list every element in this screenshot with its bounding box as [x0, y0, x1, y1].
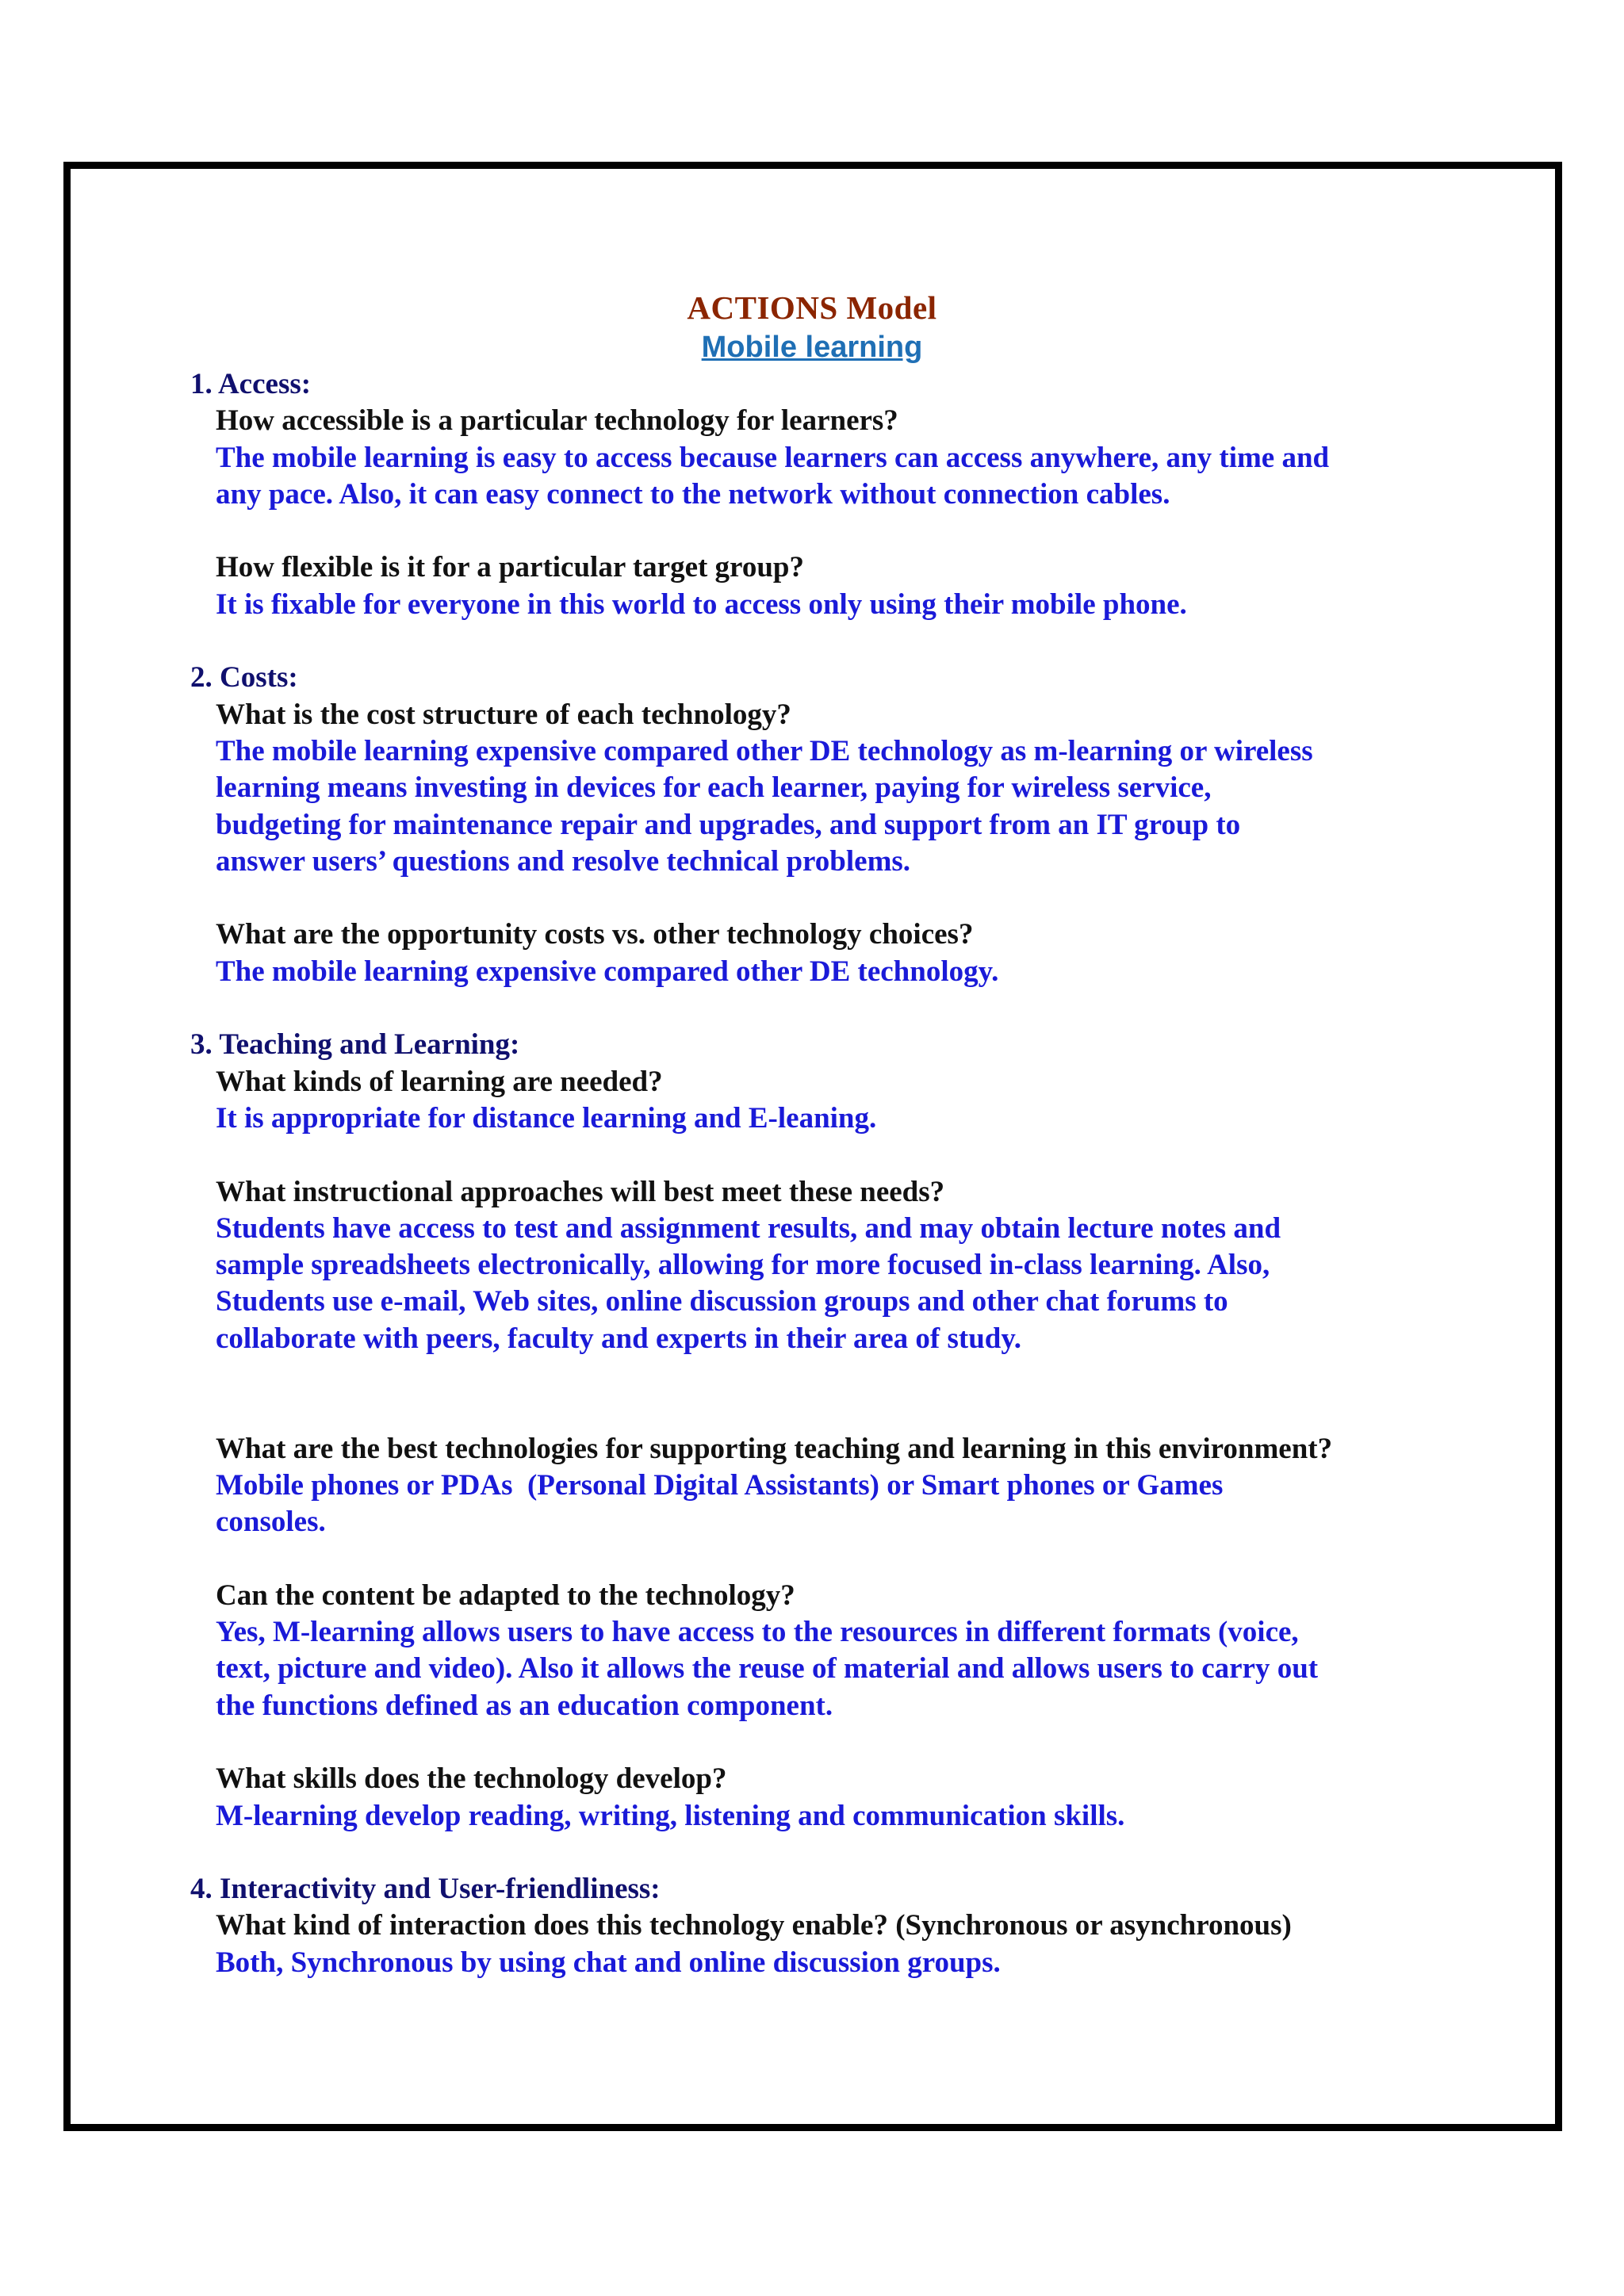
section-heading-costs: 2. Costs:: [190, 661, 298, 695]
answer-line: the functions defined as an education component.: [216, 1689, 833, 1722]
answer-line: learning means investing in devices for each learner, paying for wireless service,: [216, 771, 1212, 805]
answer-line: It is fixable for everyone in this world to access only using their mobile phone.: [216, 587, 1187, 621]
answer-line: M-learning develop reading, writing, listening and communication skills.: [216, 1799, 1125, 1832]
answer-line: Both, Synchronous by using chat and online discussion groups.: [216, 1946, 1001, 1979]
spacer: [190, 513, 1459, 549]
question-line: What are the opportunity costs vs. other technology choices?: [216, 918, 974, 951]
answer-line: Students use e-mail, Web sites, online discussion groups and other chat forums to: [216, 1285, 1228, 1318]
answer-line: text, picture and video). Also it allows the reuse of material and allows users to carry out: [216, 1652, 1319, 1686]
question-line: How accessible is a particular technology for learners?: [216, 404, 898, 438]
answer-line: any pace. Also, it can easy connect to the network without connection cables.: [216, 477, 1170, 511]
answer-line: Yes, M-learning allows users to have access to the resources in different formats (voice,: [216, 1616, 1299, 1649]
question-line: What skills does the technology develop?: [216, 1762, 727, 1796]
answer-line: It is appropriate for distance learning and E-leaning.: [216, 1101, 877, 1135]
spacer: [190, 880, 1459, 916]
question-line: What instructional approaches will best meet these needs?: [216, 1175, 945, 1208]
answer-line: answer users’ questions and resolve technical problems.: [216, 844, 911, 878]
spacer: [190, 1541, 1459, 1578]
document-subtitle: Mobile learning: [701, 331, 923, 364]
section-heading-teaching: 3. Teaching and Learning:: [190, 1028, 520, 1062]
spacer: [190, 1357, 1459, 1394]
question-line: What is the cost structure of each technology?: [216, 698, 791, 731]
section-heading-interactivity: 4. Interactivity and User-friendliness:: [190, 1873, 661, 1906]
question-line: What kind of interaction does this technology enable? (Synchronous or asynchronous): [216, 1909, 1292, 1942]
spacer: [190, 623, 1459, 660]
document-body: [190, 366, 1459, 1981]
spacer: [190, 1724, 1459, 1761]
spacer: [190, 990, 1459, 1027]
question-line: Can the content be adapted to the technology?: [216, 1578, 795, 1612]
answer-line: consoles.: [216, 1506, 326, 1539]
question-line: How flexible is it for a particular target group?: [216, 551, 804, 584]
answer-line: Mobile phones or PDAs (Personal Digital Assistants) or Smart phones or Games: [216, 1468, 1224, 1502]
spacer: [190, 1835, 1459, 1871]
answer-line: The mobile learning expensive compared other DE technology as m-learning or wireless: [216, 734, 1313, 767]
answer-line: The mobile learning expensive compared other DE technology.: [216, 955, 999, 988]
answer-line: Students have access to test and assignment results, and may obtain lecture notes and: [216, 1211, 1281, 1245]
spacer: [190, 1394, 1459, 1430]
answer-line: sample spreadsheets electronically, allowing for more focused in-class learning. Also,: [216, 1249, 1270, 1282]
spacer: [190, 1137, 1459, 1173]
answer-line: The mobile learning is easy to access because learners can access anywhere, any time and: [216, 441, 1330, 474]
answer-line: collaborate with peers, faculty and experts in their area of study.: [216, 1322, 1022, 1355]
question-line: What are the best technologies for supporting teaching and learning in this environment?: [216, 1432, 1333, 1465]
question-line: What kinds of learning are needed?: [216, 1065, 663, 1098]
section-heading-access: 1. Access:: [190, 368, 312, 400]
document-title: ACTIONS Model: [687, 289, 937, 326]
answer-line: budgeting for maintenance repair and upgrades, and support from an IT group to: [216, 808, 1241, 841]
